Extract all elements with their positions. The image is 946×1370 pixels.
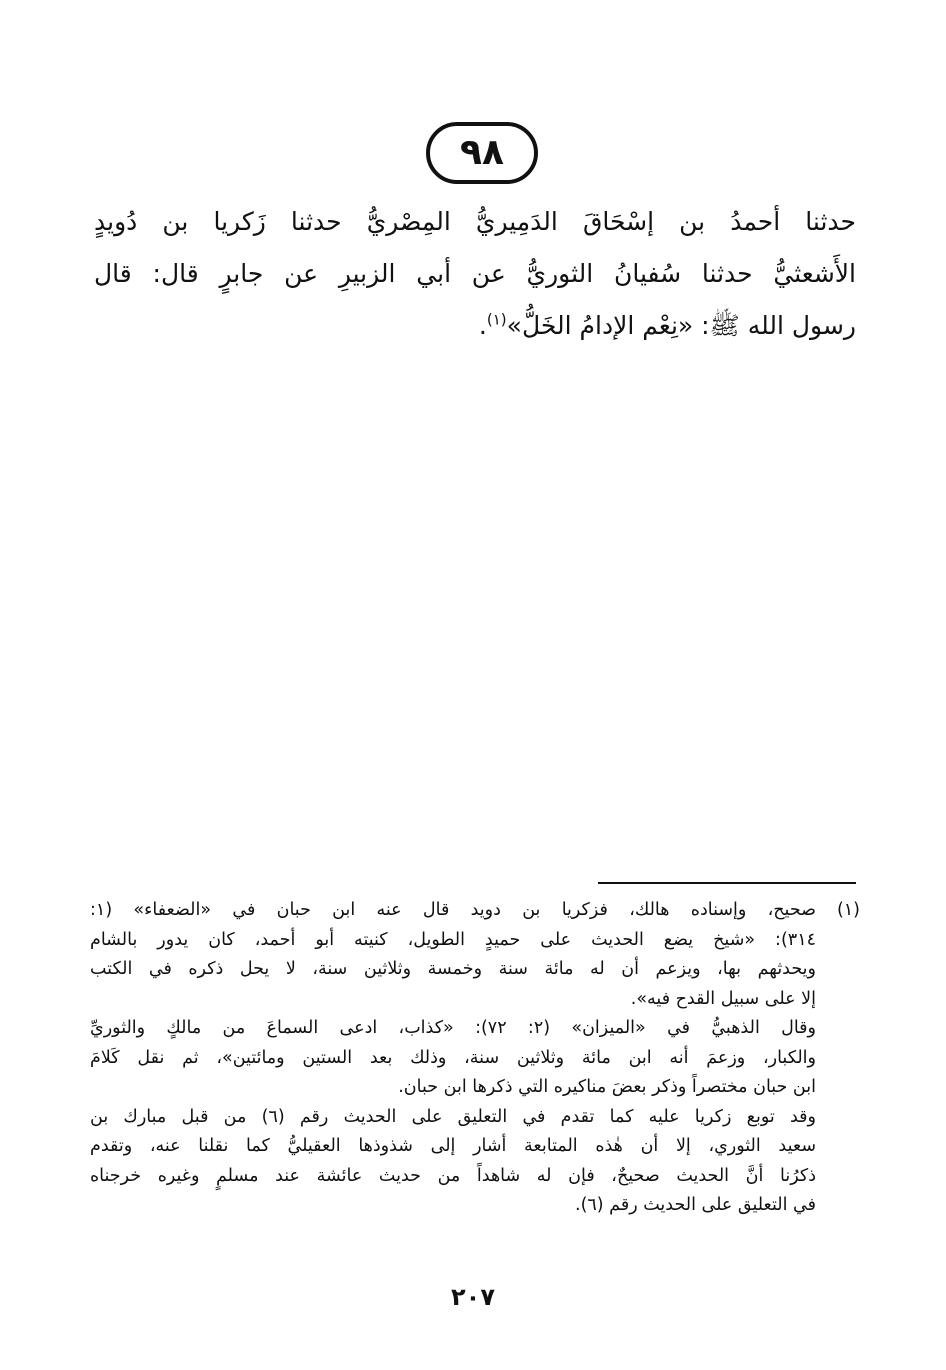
hadith-number: ٩٨ xyxy=(460,132,504,173)
hadith-line: الأَشعثيُّ حدثنا سُفيانُ الثوريُّ عن أبي الزبيرِ عن جابرٍ قال: قال xyxy=(94,259,856,288)
footnote-separator xyxy=(598,882,856,884)
footnote-line: وقال الذهبيُّ في «الميزان» (٢: ٧٢): «كذاب، ادعى السماعَ من مالكٍ والثوريِّ xyxy=(90,1018,816,1038)
footnote-line: ذكرُنا أنَّ الحديث صحيحٌ، فإن له شاهداً من حديث عائشة عند مسلمٍ وغيره خرجناه xyxy=(90,1165,816,1186)
footnote-line: وقد توبع زكريا عليه كما تقدم في التعليق على الحديث رقم (٦) من قبل مبارك بن xyxy=(90,1106,817,1127)
footnote-reference[interactable]: (١) xyxy=(486,310,507,329)
footnote-paragraph xyxy=(90,1103,816,1221)
footnotes xyxy=(90,896,860,1221)
hadith-line: حدثنا أحمدُ بن إسْحَاقَ الدَمِيريُّ المِصْريُّ حدثنا زَكريا بن دُويدٍ xyxy=(94,207,856,236)
hadith-line-last xyxy=(94,300,856,352)
page-number: ٢٠٧ xyxy=(451,1283,495,1311)
footnote-item xyxy=(90,896,860,1221)
footnote-line: صحيح، وإسناده هالك، فزكريا بن دويد قال عنه ابن حبان في «الضعفاء» (١: xyxy=(90,900,816,920)
footnote-line: ويحدثهم بها، ويزعم أن له مائة سنة وخمسة وثلاثين سنة، لا يحل ذكره في الكتب xyxy=(90,959,816,979)
footnote-body xyxy=(90,896,816,1221)
footnote-line: ٣١٤): «شيخ يضع الحديث على حميدٍ الطويل، كنيته أبو أحمد، كان يدور بالشام xyxy=(90,929,816,950)
footnote-line: ابن حبان مختصراً وذكر بعضَ مناكيره التي ذكرها ابن حبان. xyxy=(398,1077,816,1097)
footnote-paragraph xyxy=(90,896,816,1014)
hadith-line-text: رسول الله ﷺ: «نِعْم الإدامُ الخَلُّ» xyxy=(506,311,856,340)
footnote-line: إلا على سبيل القدح فيه». xyxy=(630,988,816,1009)
footnote-line: سعيد الثوري، إلا أن هٰذه المتابعة أشار إلى شذوذها العقيليُّ كما نقلنا عنه، وتقدم xyxy=(90,1136,816,1156)
end-punctuation: . xyxy=(478,311,487,340)
footnote-line: في التعليق على الحديث رقم (٦). xyxy=(575,1195,816,1215)
footnote-line: والكبار، وزعمَ أنه ابن مائة وثلاثين سنة، وذلك بعد الستين ومائتين»، ثم نقل كَلامَ xyxy=(90,1047,816,1068)
footnote-number: (١) xyxy=(836,900,860,920)
hadith-number-badge xyxy=(426,122,538,184)
hadith-text xyxy=(94,196,856,352)
footnote-paragraph xyxy=(90,1014,816,1103)
